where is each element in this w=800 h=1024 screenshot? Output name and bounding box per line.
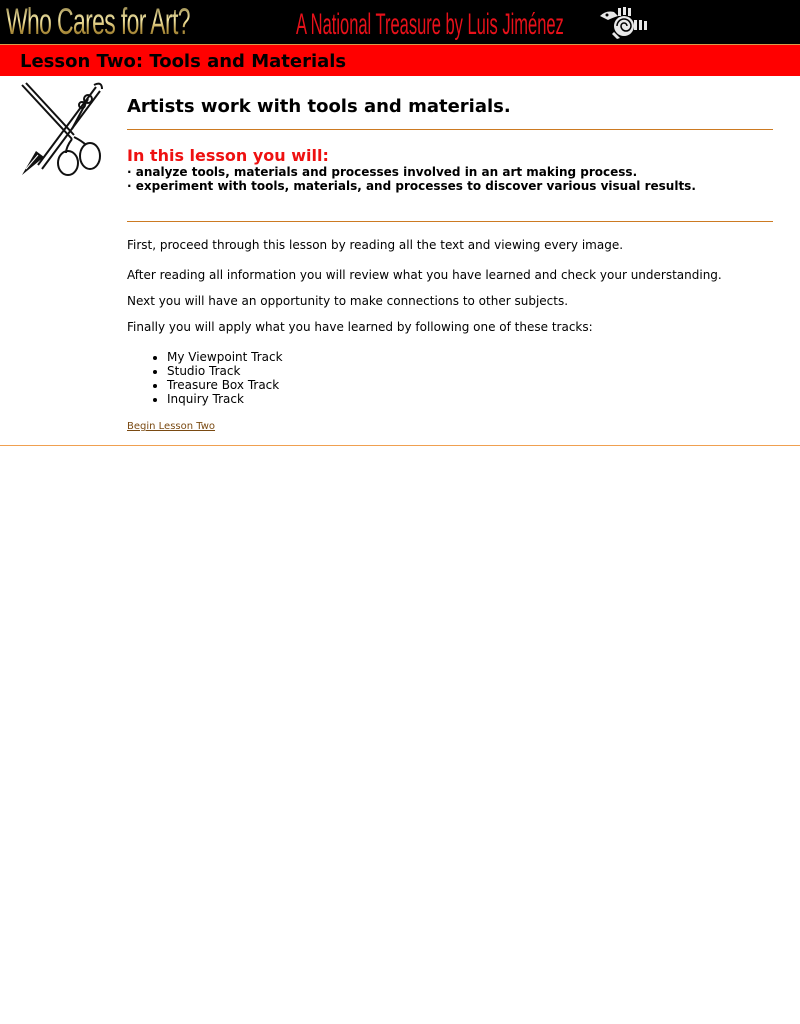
instruction-paragraph: Finally you will apply what you have learned by following one of these tracks:	[127, 320, 593, 334]
site-subtitle: A National Treasure by Luis Jiménez	[296, 8, 564, 41]
lesson-headline: Artists work with tools and materials.	[127, 96, 511, 117]
divider	[127, 129, 773, 130]
track-item-inquiry: • Inquiry Track	[167, 392, 773, 406]
scissors-compass-pen-icon	[16, 81, 106, 178]
track-item-my-viewpoint: • My Viewpoint Track	[167, 350, 773, 364]
lesson-title: Lesson Two: Tools and Materials	[20, 51, 347, 72]
instruction-paragraph: First, proceed through this lesson by reading all the text and viewing every image.	[127, 238, 624, 252]
bottom-divider	[0, 445, 800, 446]
site-title: Who Cares for Art?	[6, 1, 190, 42]
objectives-title: In this lesson you will:	[127, 146, 329, 165]
lesson-title-bar	[0, 45, 800, 76]
site-banner	[0, 0, 800, 45]
instruction-paragraph: Next you will have an opportunity to make connections to other subjects.	[127, 294, 569, 308]
spiral-bird-icon	[598, 6, 650, 40]
objective-item: · experiment with tools, materials, and processes to discover various visual results.	[127, 179, 696, 193]
track-item-treasure-box: • Treasure Box Track	[167, 378, 773, 392]
lesson-content	[127, 84, 773, 433]
begin-lesson-link[interactable]: Begin Lesson Two	[127, 421, 216, 432]
divider	[127, 221, 773, 222]
instruction-paragraph: After reading all information you will review what you have learned and check your understanding.	[127, 268, 722, 282]
objective-item: · analyze tools, materials and processes involved in an art making process.	[127, 165, 638, 179]
track-item-studio: • Studio Track	[167, 364, 773, 378]
tracks-list	[127, 350, 773, 406]
